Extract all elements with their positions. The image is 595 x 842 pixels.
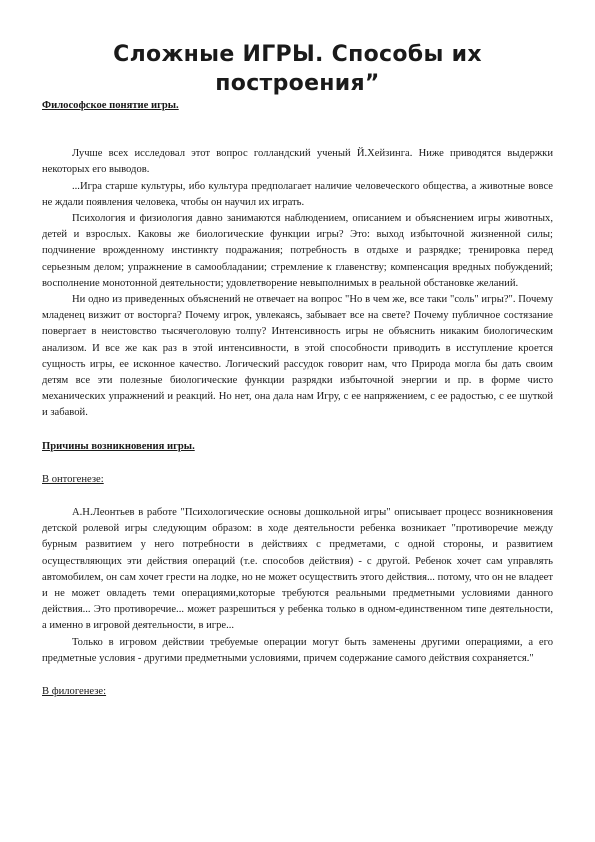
spacer (42, 422, 553, 439)
paragraph: Ни одно из приведенных объяснений не отвечает на вопрос "Но в чем же, все таки "соль" игры?". Почему младенец визжит от восторга? Почему игрок, увлекаясь, забывает все на свете? Почему публичное состязание повергает в неистовство тысячеголовую толпу? Интенсивность игры не объяснить никаким биологическим анализом. И все же как раз в этой интенсивности, в этой способности приводить в исступление кроется сущность игры, ее исконное качество. Логический рассудок говорит нам, что Природа могла бы дать своим детям все эти полезные биологические функции разрядки избыточной энергии и пр. в форме чисто механических упражнений и реакций. Но нет, она дала нам Игру, с ее напряжением, с ее радостью, с ее шуткой и забавой. (42, 294, 553, 419)
section-heading-philosophy: Философское понятие игры. (42, 100, 179, 111)
section-heading-causes: Причины возникновения игры. (42, 440, 195, 452)
spacer (42, 667, 553, 684)
paragraph: Психология и физиология давно занимаются наблюдением, описанием и объяснением игры животных, детей и взрослых. Каковы же биологические функции игры? Это: выход избыточной жизненной силы; подчинение врожденному инстинкту подражания; потребность в отдыхе и разрядке; тренировка перед серьезным делом; упражнение в самообладании; стремление к главенству; компенсация вредных побуждений; восполнение монотонной деятельности; удовлетворение невыполнимых в реальной обстановке желаний. (42, 213, 553, 289)
paragraph: А.Н.Леонтьев в работе "Психологические основы дошкольной игры" описывает процесс возникновения детской ролевой игры следующим образом: в ходе деятельности ребенка возникает "противоречие между бурным развитием у него потребности в действиях с предметами, с одной стороны, и развитием осуществляющих эти действия операций (т.е. способов действия) - с другой. Ребенок хочет сам управлять автомобилем, он сам хочет грести на лодке, но не может осуществить этого действия... потому, что он не владеет и не может овладеть теми операциями,которые требуются реальными предметными условиями данного действия... Это противоречие... может разрешиться у ребенка только в одном-единственном типе деятельности, а именно в игровой деятельности, в игре... (42, 507, 553, 632)
subsection-heading-ontogenesis: В онтогенезе: (42, 473, 104, 485)
spacer (42, 488, 553, 505)
paragraph: Только в игровом действии требуемые операции могут быть заменены другими операциями, а его предметные условия - другими предметными условиями, причем содержание самого действия сохраняется." (42, 636, 553, 664)
spacer (42, 114, 553, 146)
spacer (42, 455, 553, 472)
paragraph: ...Игра старше культуры, ибо культура предполагает наличие человеческого общества, а животные вовсе не ждали появления человека, чтобы он научил их играть. (42, 180, 553, 208)
document-body (42, 98, 553, 700)
page-title: Сложные ИГРЫ. Способы их построения” (113, 42, 482, 96)
subsection-heading-phylogenesis: В филогенезе: (42, 686, 107, 698)
paragraph: Лучше всех исследовал этот вопрос голландский ученый Й.Хейзинга. Ниже приводятся выдержки некоторых его выводов. (42, 148, 553, 176)
